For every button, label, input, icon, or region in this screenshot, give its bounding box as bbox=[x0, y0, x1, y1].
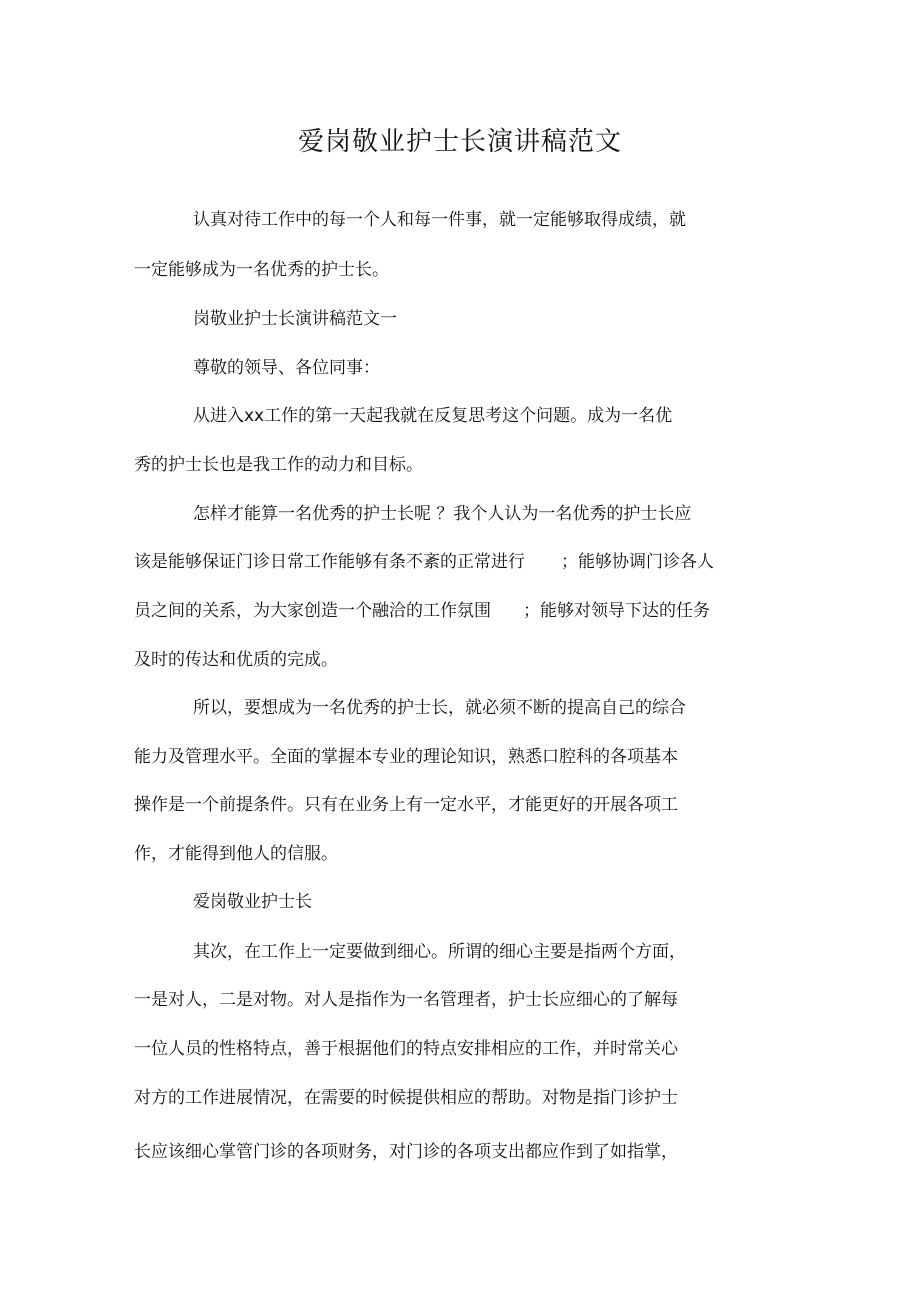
paragraph-line: 秀的护士长也是我工作的动力和目标。 bbox=[134, 455, 423, 475]
paragraph-line: 一定能够成为一名优秀的护士长。 bbox=[134, 260, 389, 280]
paragraph-line bbox=[134, 599, 710, 623]
paragraph-line: 所以，要想成为一名优秀的护士长，就必须不断的提高自己的综合 bbox=[193, 698, 686, 718]
paragraph-line bbox=[134, 550, 714, 574]
paragraph-line: 作，才能得到他人的信服。 bbox=[134, 844, 338, 864]
paragraph-line: 认真对待工作中的每一个人和每一件事，就一定能够取得成绩，就 bbox=[193, 210, 686, 230]
section-heading: 爱岗敬业护士长 bbox=[193, 892, 312, 912]
paragraph-line: 一位人员的性格特点，善于根据他们的特点安排相应的工作，并时常关心 bbox=[134, 1039, 678, 1059]
paragraph-line: 一是对人，二是对物。对人是指作为一名管理者，护士长应细心的了解每 bbox=[134, 990, 678, 1010]
paragraph-line: 其次，在工作上一定要做到细心。所谓的细心主要是指两个方面， bbox=[193, 942, 686, 962]
paragraph-line: 对方的工作进展情况，在需要的时候提供相应的帮助。对物是指门诊护士 bbox=[134, 1088, 678, 1108]
section-heading: 岗敬业护士长演讲稿范文一 bbox=[193, 309, 397, 329]
paragraph-line: 能力及管理水平。全面的掌握本专业的理论知识，熟悉口腔科的各项基本 bbox=[134, 747, 678, 767]
paragraph-line-part: 员之间的关系，为大家创造一个融洽的工作氛围 bbox=[134, 601, 491, 621]
paragraph-line: 长应该细心掌管门诊的各项财务，对门诊的各项支出都应作到了如指掌， bbox=[134, 1142, 678, 1162]
paragraph-line-part: ；能够协调门诊各人 bbox=[561, 552, 714, 572]
paragraph-line: 及时的传达和优质的完成。 bbox=[134, 650, 338, 670]
paragraph-line: 从进入xx工作的第一天起我就在反复思考这个问题。成为一名优 bbox=[193, 406, 673, 426]
salutation: 尊敬的领导、各位同事： bbox=[193, 358, 380, 378]
paragraph-line: 怎样才能算一名优秀的护士长呢 ？我个人认为一名优秀的护士长应 bbox=[193, 504, 692, 524]
document-title: 爱岗敬业护士长演讲稿范文 bbox=[297, 127, 622, 157]
paragraph-line-part: ；能够对领导下达的任务 bbox=[523, 601, 710, 621]
paragraph-line-part: 该是能够保证门诊日常工作能够有条不紊的正常进行 bbox=[134, 552, 525, 572]
paragraph-line: 操作是一个前提条件。只有在业务上有一定水平，才能更好的开展各项工 bbox=[134, 795, 678, 815]
